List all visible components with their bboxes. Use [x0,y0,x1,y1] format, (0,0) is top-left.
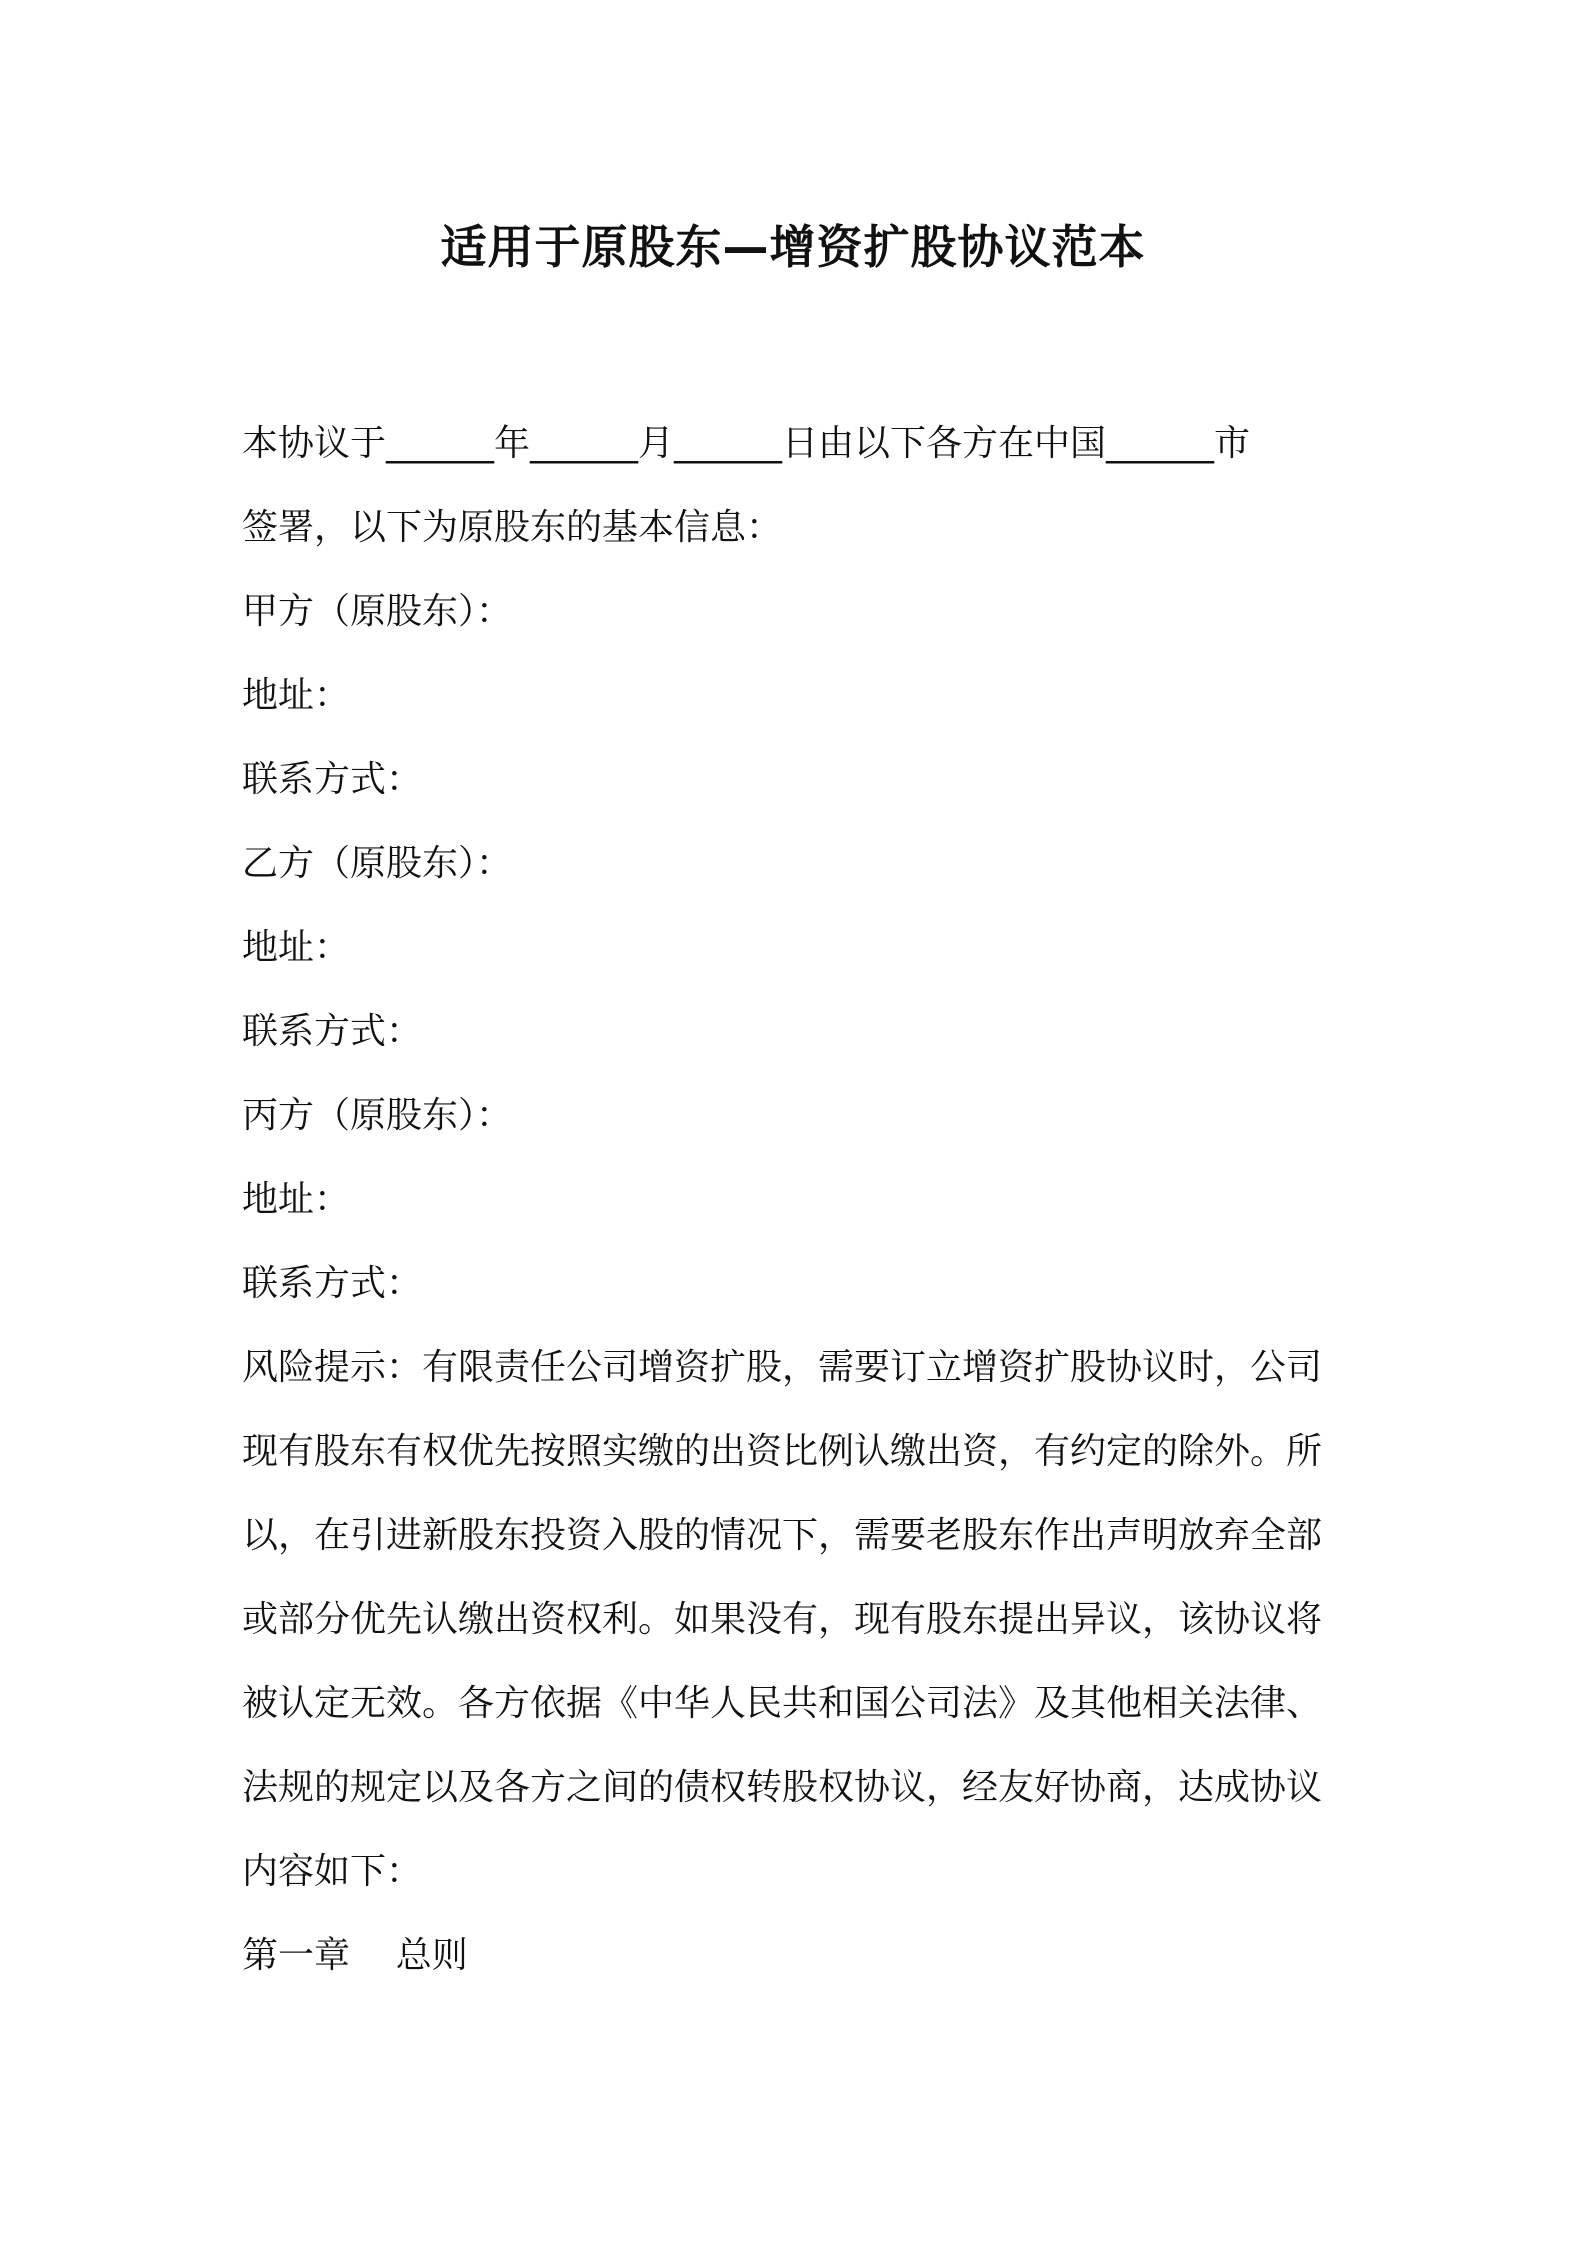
risk-line-6: 法规的规定以及各方之间的债权转股权协议，经友好协商，达成协议 [242,1767,1323,1808]
intro-line-1: 本协议于______年______月______日由以下各方在中国______市 [242,423,1251,464]
risk-line-1: 风险提示：有限责任公司增资扩股，需要订立增资扩股协议时，公司 [242,1347,1323,1388]
risk-line-2: 现有股东有权优先按照实缴的出资比例认缴出资，有约定的除外。所 [242,1431,1323,1472]
risk-line-5: 被认定无效。各方依据《中华人民共和国公司法》及其他相关法律、 [242,1683,1323,1724]
party-c-name-label: 丙方（原股东）： [242,1095,513,1136]
party-a-contact-label: 联系方式： [242,759,423,800]
party-a-address-label: 地址： [242,675,351,716]
party-b-contact-label: 联系方式： [242,1011,423,1052]
risk-line-4: 或部分优先认缴出资权利。如果没有，现有股东提出异议，该协议将 [242,1599,1323,1640]
risk-line-7: 内容如下： [242,1851,423,1892]
party-a-name-label: 甲方（原股东）： [242,591,513,632]
risk-line-3: 以，在引进新股东投资入股的情况下，需要老股东作出声明放弃全部 [242,1515,1323,1556]
party-c-address-label: 地址： [242,1179,351,1220]
intro-line-2: 签署，以下为原股东的基本信息： [242,507,783,548]
document-body [242,402,1354,1998]
chapter-heading: 第一章 总则 [242,1935,468,1976]
party-b-address-label: 地址： [242,927,351,968]
party-b-name-label: 乙方（原股东）： [242,843,513,884]
party-c-contact-label: 联系方式： [242,1263,423,1304]
document-title: 适用于原股东—增资扩股协议范本 [440,220,1146,274]
